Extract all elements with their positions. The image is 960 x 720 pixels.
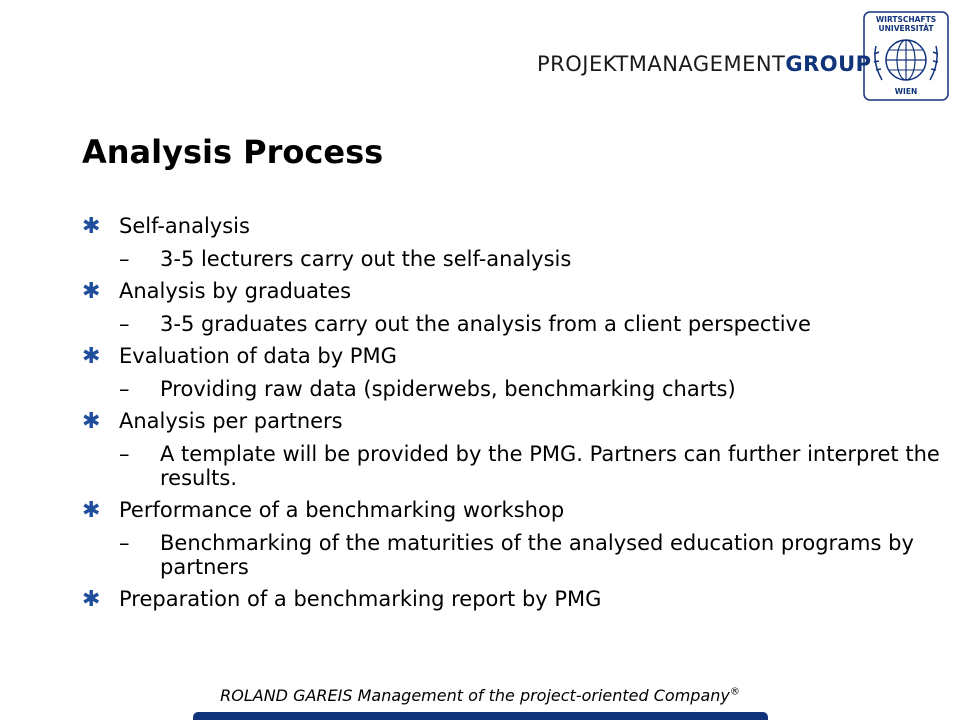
brand-group: GROUP — [785, 52, 872, 76]
bullet-text: Evaluation of data by PMG — [119, 344, 397, 368]
bullet-item — [82, 407, 942, 490]
bullet-item — [82, 342, 942, 401]
sub-bullet-text: A template will be provided by the PMG. Partners can further interpret the results. — [160, 442, 940, 490]
sub-bullet-text: 3-5 lecturers carry out the self-analysis — [160, 247, 572, 271]
dash-icon: – — [119, 377, 130, 401]
university-seal-logo — [862, 10, 950, 102]
bullet-item — [82, 585, 942, 614]
bullet-text: Performance of a benchmarking workshop — [119, 498, 565, 522]
sub-bullet-list — [119, 312, 942, 336]
bullet-item — [82, 212, 942, 271]
sub-bullet-text: 3-5 graduates carry out the analysis from a client perspective — [160, 312, 811, 336]
seal-bottom-text: WIEN — [894, 87, 918, 96]
sub-bullet-list — [119, 377, 942, 401]
sub-bullet-item — [119, 247, 942, 271]
sub-bullet-item — [119, 312, 942, 336]
asterisk-bullet-icon: ✱ — [82, 344, 101, 369]
bullet-text: Analysis per partners — [119, 409, 343, 433]
dash-icon: – — [119, 442, 130, 466]
brand-main: PROJEKTMANAGEMENT — [537, 52, 786, 76]
dash-icon: – — [119, 247, 130, 271]
asterisk-bullet-icon: ✱ — [82, 214, 101, 239]
sub-bullet-list — [119, 531, 942, 579]
footer-credit — [0, 686, 960, 705]
dash-icon: – — [119, 531, 130, 555]
slide-title: Analysis Process — [82, 133, 384, 171]
sub-bullet-list — [119, 247, 942, 271]
sub-bullet-item — [119, 377, 942, 401]
bullet-text: Self-analysis — [119, 214, 250, 238]
footer-bar — [193, 712, 768, 720]
slide-header — [0, 0, 960, 100]
asterisk-bullet-icon: ✱ — [82, 498, 101, 523]
bullet-text: Analysis by graduates — [119, 279, 352, 303]
asterisk-bullet-icon: ✱ — [82, 409, 101, 434]
footer-text: ROLAND GAREIS Management of the project-oriented Company — [220, 686, 730, 705]
sub-bullet-list — [119, 442, 942, 490]
sub-bullet-item — [119, 531, 942, 579]
sub-bullet-text: Benchmarking of the maturities of the analysed education programs by partners — [160, 531, 914, 579]
seal-mid-text: UNIVERSITÄT — [878, 24, 934, 33]
bullet-item — [82, 496, 942, 579]
bullet-list — [82, 212, 942, 620]
seal-top-text: WIRTSCHAFTS — [875, 15, 937, 24]
dash-icon: – — [119, 312, 130, 336]
asterisk-bullet-icon: ✱ — [82, 587, 101, 612]
bullet-text: Preparation of a benchmarking report by PMG — [119, 587, 602, 611]
brand-logo-text — [537, 52, 872, 76]
registered-mark: ® — [729, 686, 740, 698]
sub-bullet-item — [119, 442, 942, 490]
bullet-item — [82, 277, 942, 336]
asterisk-bullet-icon: ✱ — [82, 279, 101, 304]
sub-bullet-text: Providing raw data (spiderwebs, benchmarking charts) — [160, 377, 736, 401]
